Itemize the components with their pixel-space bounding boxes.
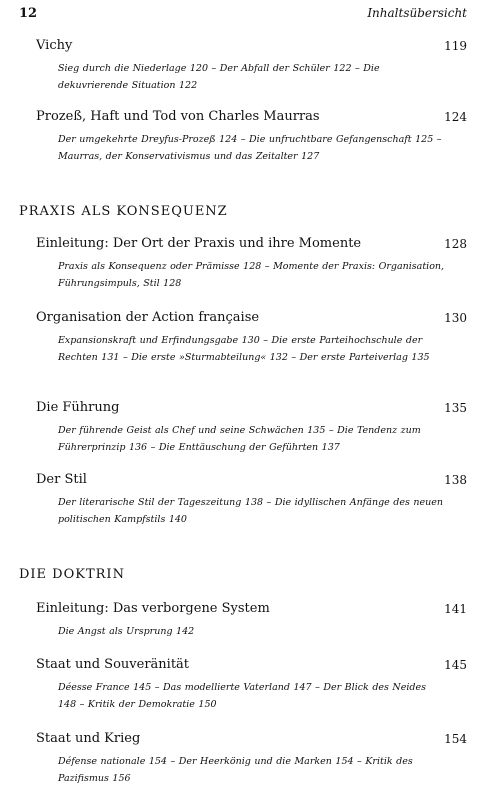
entry-title: Einleitung: Der Ort der Praxis und ihre Momente	[36, 236, 362, 251]
toc-entry-prozess	[36, 109, 467, 165]
entry-summary: Die Angst als Ursprung 142	[58, 626, 195, 637]
toc-entry-fuehrung	[36, 400, 467, 456]
page-number: 12	[19, 6, 38, 21]
entry-title: Der Stil	[36, 472, 87, 487]
entry-summary: Expansionskraft und Erfindungsgabe 130 – Die erste Parteihochschule der Rechten 131 – Die erste »Sturmabteilung« 132 – Der erste Parteiverlag 135	[58, 335, 430, 363]
entry-summary: Der führende Geist als Chef und seine Schwächen 135 – Die Tendenz zum Führerprinzip 136 – Die Enttäuschung der Geführten 137	[58, 425, 421, 453]
entry-page: 145	[444, 658, 467, 672]
toc-entry-vichy	[36, 38, 467, 94]
entry-page: 128	[444, 237, 467, 251]
entry-page: 141	[444, 602, 467, 616]
entry-page: 124	[444, 110, 467, 124]
entry-title: Einleitung: Das verborgene System	[36, 601, 270, 616]
entry-page: 154	[444, 732, 467, 746]
entry-summary: Déesse France 145 – Das modellierte Vaterland 147 – Der Blick des Neides 148 – Kritik der Demokratie 150	[58, 682, 426, 710]
entry-page: 135	[444, 401, 467, 415]
entry-page: 130	[444, 311, 467, 325]
entry-summary: Der umgekehrte Dreyfus-Prozeß 124 – Die unfruchtbare Gefangenschaft 125 – Maurras, der Konservativismus und das Zeitalter 127	[58, 134, 442, 162]
entry-title: Staat und Krieg	[36, 731, 141, 746]
entry-page: 138	[444, 473, 467, 487]
part-title-praxis: PRAXIS ALS KONSEQUENZ	[19, 204, 228, 219]
entry-summary: Défense nationale 154 – Der Heerkönig und die Marken 154 – Kritik des Pazifismus 156	[58, 756, 413, 784]
toc-entry-einleitung-doktrin	[36, 601, 467, 640]
entry-title: Organisation der Action française	[36, 310, 260, 325]
entry-title: Die Führung	[36, 400, 120, 415]
toc-entry-stil	[36, 472, 467, 528]
entry-summary: Sieg durch die Niederlage 120 – Der Abfall der Schüler 122 – Die dekuvrierende Situation 122	[58, 63, 380, 91]
running-head: Inhaltsübersicht	[367, 6, 467, 20]
toc-entry-einleitung-praxis	[36, 236, 467, 292]
entry-title: Vichy	[36, 38, 73, 53]
entry-summary: Der literarische Stil der Tageszeitung 138 – Die idyllischen Anfänge des neuen politischen Kampfstils 140	[58, 497, 443, 525]
part-title-doktrin: DIE DOKTRIN	[19, 567, 125, 582]
entry-summary: Praxis als Konsequenz oder Prämisse 128 – Momente der Praxis: Organisation, Führungsimpuls, Stil 128	[58, 261, 445, 289]
toc-entry-organisation	[36, 310, 467, 366]
entry-title: Staat und Souveränität	[36, 657, 190, 672]
toc-entry-staat-krieg	[36, 731, 467, 787]
entry-title: Prozeß, Haft und Tod von Charles Maurras	[36, 109, 320, 124]
toc-entry-staat-souveraenitaet	[36, 657, 467, 713]
entry-page: 119	[444, 39, 467, 53]
